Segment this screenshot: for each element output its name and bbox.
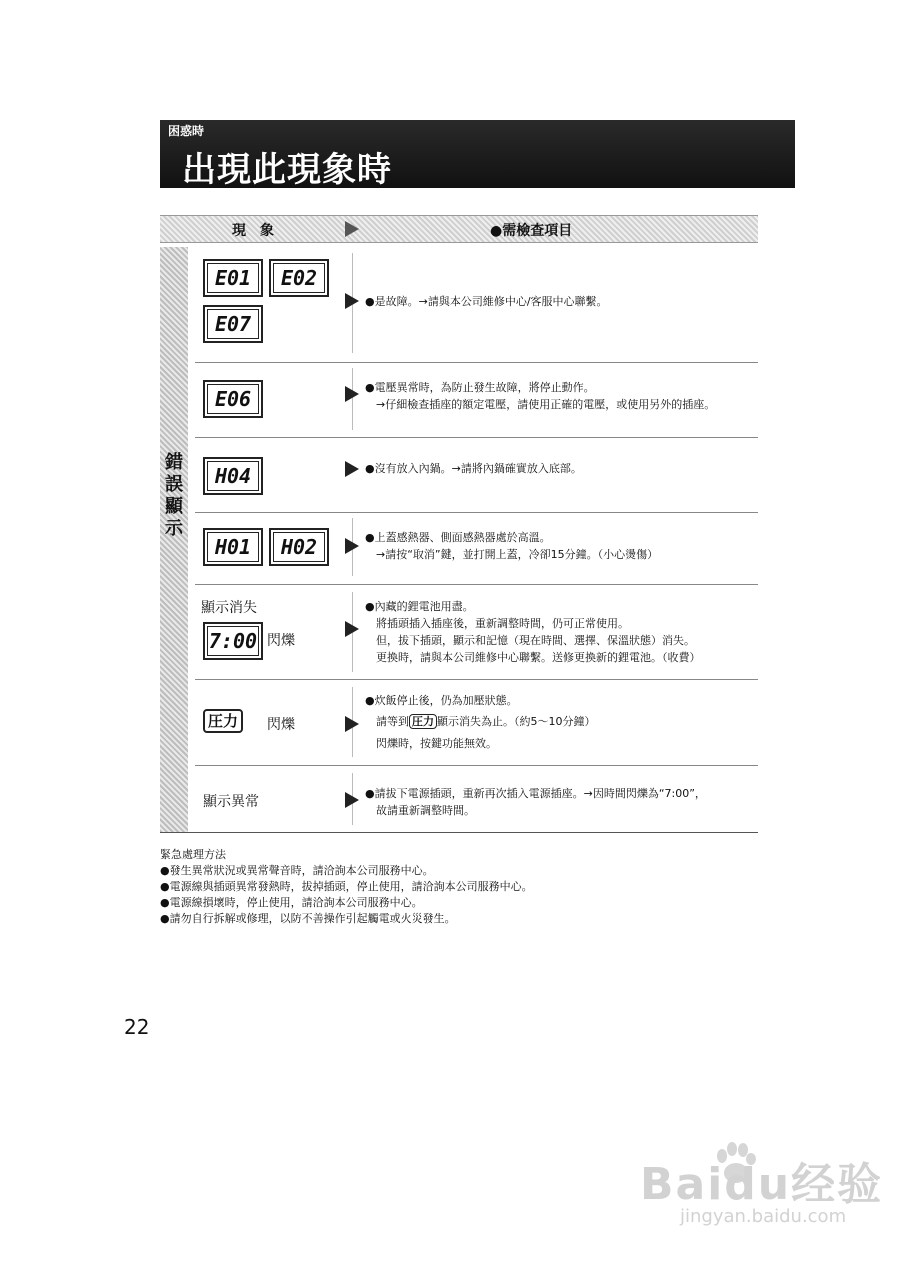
error-code-display: E06	[203, 380, 263, 418]
header-phenomenon: 現 象	[232, 223, 274, 239]
row-text: ●沒有放入內鍋。→請將內鍋確實放入底部。	[365, 462, 582, 475]
arrow-icon	[345, 621, 359, 637]
arrow-icon	[345, 461, 359, 477]
row-text: ●內藏的鋰電池用盡。	[365, 600, 474, 613]
row-text: ●是故障。→請與本公司維修中心/客服中心聯繫。	[365, 295, 608, 308]
emergency-item: ●電源線與插頭異常發熱時，拔掉插頭，停止使用，請洽詢本公司服務中心。	[160, 880, 533, 893]
error-code-display: H02	[269, 528, 329, 566]
row-text: →仔細檢查插座的額定電壓，請使用正確的電壓，或使用另外的插座。	[365, 398, 716, 411]
row-text: 將插頭插入插座後，重新調整時間，仍可正常使用。	[365, 617, 629, 630]
page-number: 22	[124, 1015, 150, 1039]
row-text-pre: 請等到	[365, 715, 409, 728]
table-row	[195, 247, 758, 363]
page-title: 出現此現象時	[182, 150, 392, 190]
watermark-brand: Baidu经验	[640, 1159, 884, 1210]
table-row	[195, 765, 758, 832]
pressure-badge-inline: 圧力	[409, 714, 437, 729]
table-row	[195, 512, 758, 585]
row-text: →請按“取消”鍵，並打開上蓋，冷卻15分鐘。（小心燙傷）	[365, 548, 659, 561]
row-text: ●上蓋感熱器、側面感熱器處於高溫。	[365, 531, 551, 544]
emergency-notes	[160, 847, 533, 927]
pressure-badge: 圧力	[203, 709, 243, 733]
flash-label: 閃爍	[267, 633, 295, 649]
flash-label: 閃爍	[267, 717, 295, 733]
row-text-post: 顯示消失為止。（約5～10分鐘）	[437, 715, 596, 728]
arrow-icon	[345, 716, 359, 732]
emergency-item: ●發生異常狀況或異常聲音時，請洽詢本公司服務中心。	[160, 864, 434, 877]
emergency-item: ●請勿自行拆解或修理，以防不善操作引起觸電或火災發生。	[160, 912, 456, 925]
section-label: 困惑時	[168, 124, 205, 138]
error-code-display: H04	[203, 457, 263, 495]
table-header	[160, 215, 758, 243]
table-bottom-rule	[160, 832, 758, 833]
emergency-title: 緊急處理方法	[160, 848, 226, 861]
row-text: ●電壓異常時，為防止發生故障，將停止動作。	[365, 381, 595, 394]
table-row	[195, 584, 758, 680]
row-text: 故請重新調整時間。	[365, 804, 475, 817]
row-title: 顯示異常	[203, 794, 259, 810]
row-text: 閃爍時，按鍵功能無效。	[365, 737, 497, 750]
table-row	[195, 679, 758, 766]
arrow-icon	[345, 792, 359, 808]
row-text: ●請拔下電源插頭，重新再次插入電源插座。→因時間閃爍為“7:00”，	[365, 787, 706, 800]
title-banner	[160, 120, 795, 188]
clock-display: 7:00	[203, 622, 263, 660]
table-row	[195, 437, 758, 513]
arrow-icon	[345, 538, 359, 554]
side-panel	[160, 247, 188, 832]
row-text: 但，拔下插頭，顯示和記憶（現在時間、選擇、保溫狀態）消失。	[365, 634, 695, 647]
error-code-display: E01	[203, 259, 263, 297]
arrow-icon	[345, 293, 359, 309]
row-text: 更換時，請與本公司維修中心聯繫。送修更換新的鋰電池。（收費）	[365, 651, 701, 664]
arrow-icon	[345, 386, 359, 402]
watermark-url: jingyan.baidu.com	[680, 1206, 847, 1227]
header-arrow-icon	[345, 221, 359, 237]
row-text: ●炊飯停止後，仍為加壓狀態。	[365, 694, 518, 707]
error-code-display: H01	[203, 528, 263, 566]
table-row	[195, 362, 758, 438]
error-code-display: E02	[269, 259, 329, 297]
header-check: ●需檢查項目	[490, 223, 573, 239]
emergency-item: ●電源線損壞時，停止使用，請洽詢本公司服務中心。	[160, 896, 423, 909]
row-title: 顯示消失	[201, 600, 257, 616]
side-label: 錯誤顯示	[165, 452, 183, 539]
error-code-display: E07	[203, 305, 263, 343]
row-text	[365, 713, 596, 730]
